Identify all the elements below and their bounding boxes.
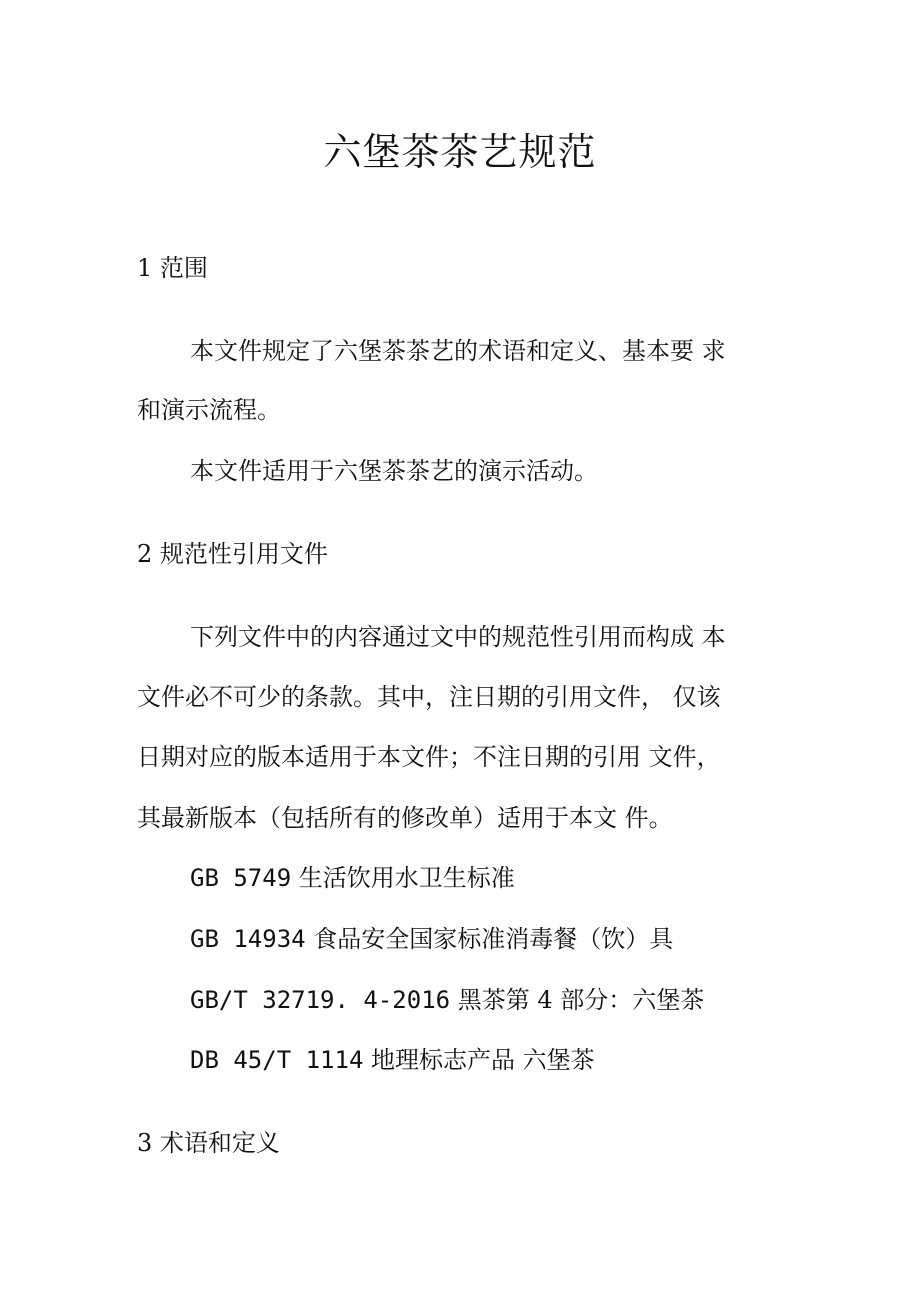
document-title: 六堡茶茶艺规范 — [323, 130, 597, 174]
reference-name: 生活饮用水卫生标准 — [298, 864, 515, 892]
reference-name: 黑茶第 4 部分：六堡茶 — [457, 986, 705, 1014]
paragraph-line: 本文件规定了六堡茶茶艺的术语和定义、基本要 求 — [190, 337, 726, 365]
reference-name: 地理标志产品 六堡茶 — [371, 1046, 595, 1074]
reference-code: GB 5749 — [190, 864, 292, 892]
reference-item — [190, 1043, 595, 1077]
reference-item — [190, 922, 673, 956]
reference-code: GB 14934 — [190, 925, 306, 953]
paragraph-line: 和演示流程。 — [137, 396, 281, 424]
section-heading-terms-and-definitions: 3 术语和定义 — [137, 1129, 280, 1157]
reference-code: GB/T 32719. 4-2016 — [190, 986, 451, 1014]
paragraph-line: 文件必不可少的条款。其中，注日期的引用文件， 仅该 — [137, 683, 721, 711]
reference-code: DB 45/T 1114 — [190, 1046, 364, 1074]
section-heading-normative-references: 2 规范性引用文件 — [137, 540, 328, 568]
reference-name: 食品安全国家标准消毒餐（饮）具 — [313, 925, 674, 953]
paragraph-line: 日期对应的版本适用于本文件；不注日期的引用 文件， — [137, 743, 721, 771]
paragraph-line: 下列文件中的内容通过文中的规范性引用而构成 本 — [190, 623, 726, 651]
paragraph-line: 本文件适用于六堡茶茶艺的演示活动。 — [190, 457, 598, 485]
section-heading-scope: 1 范围 — [137, 254, 208, 282]
reference-item — [190, 983, 704, 1017]
paragraph-line: 其最新版本（包括所有的修改单）适用于本文 件。 — [137, 804, 673, 832]
reference-item — [190, 861, 515, 895]
